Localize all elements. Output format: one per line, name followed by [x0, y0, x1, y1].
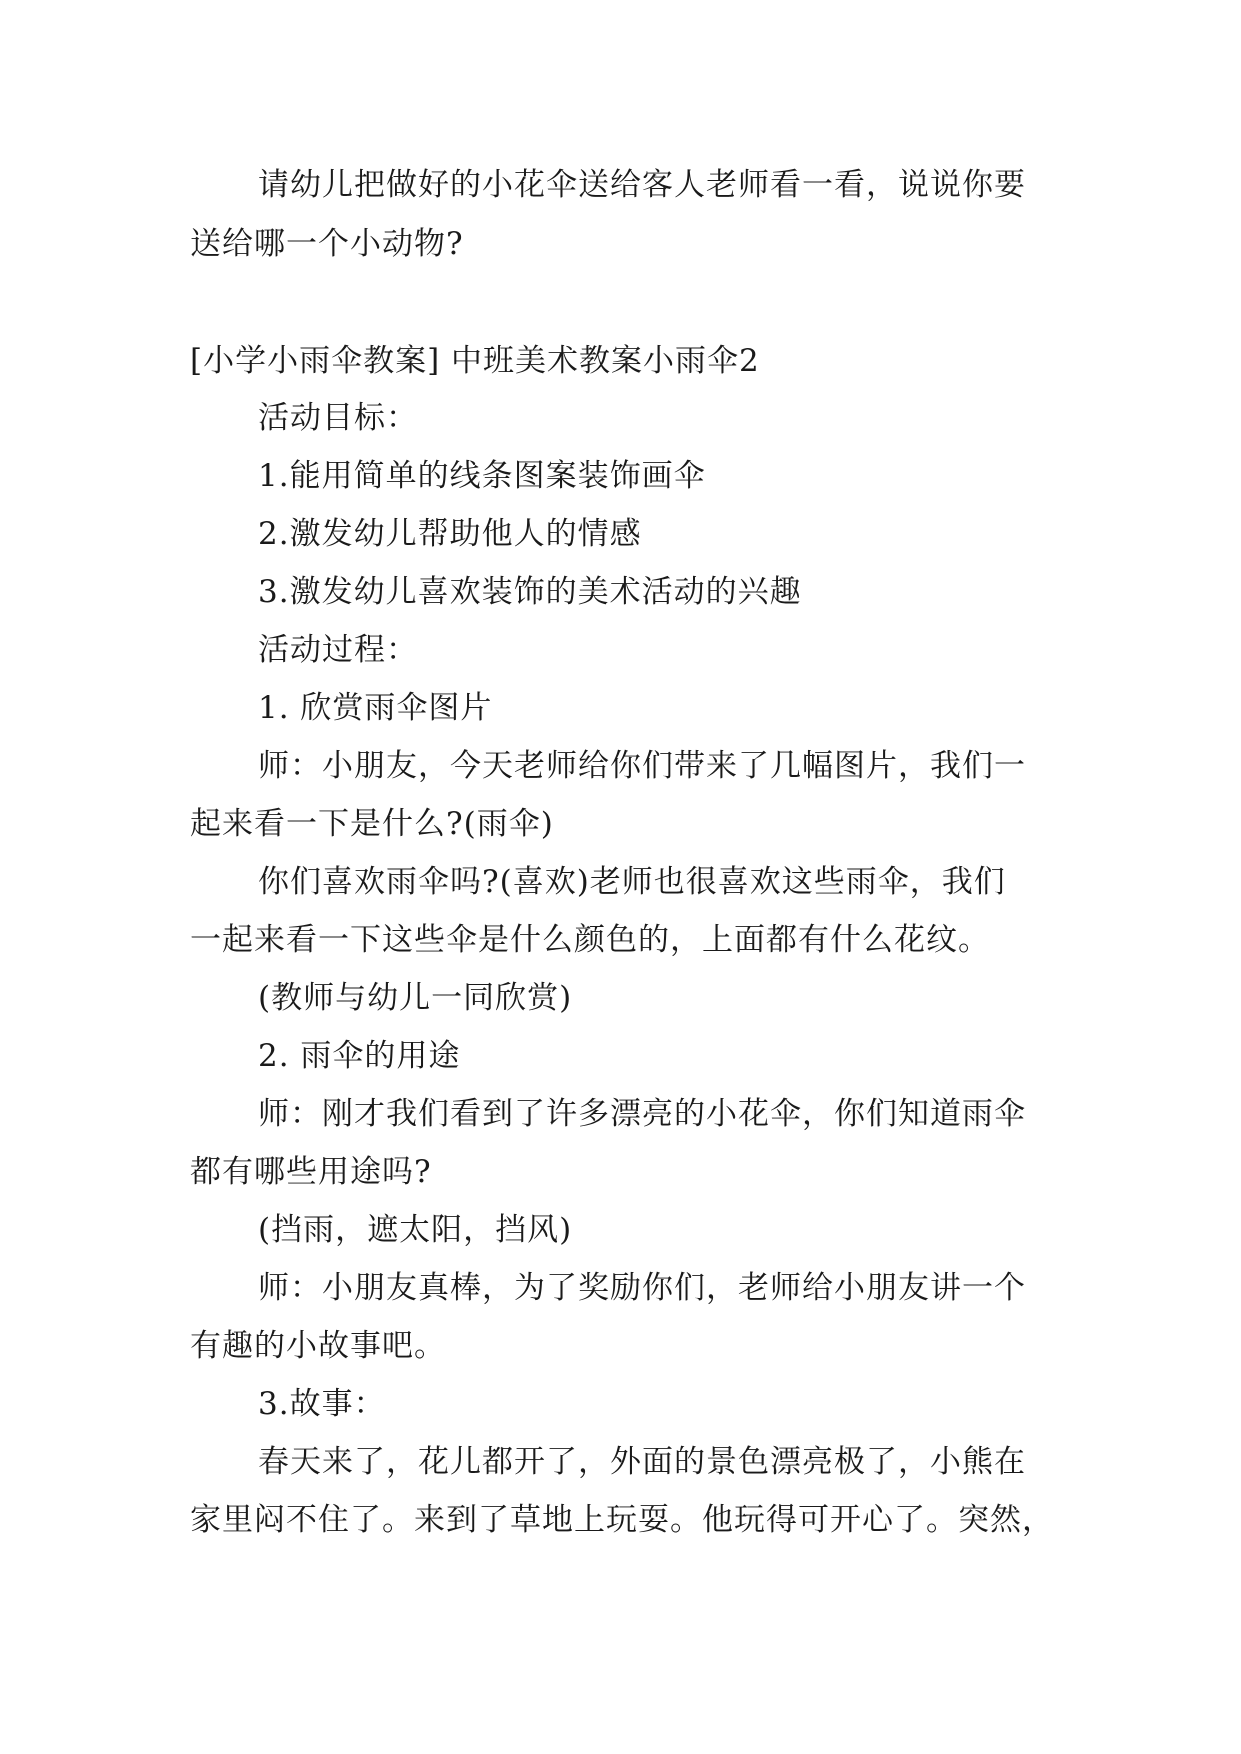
list-item: 2.激发幼儿帮助他人的情感	[258, 516, 642, 552]
paragraph-line: 请幼儿把做好的小花伞送给客人老师看一看，说说你要	[258, 167, 1026, 203]
paragraph-line: 师：小朋友真棒，为了奖励你们，老师给小朋友讲一个	[258, 1270, 1026, 1306]
paragraph-line: 起来看一下是什么?(雨伞)	[190, 806, 554, 842]
section-heading: [小学小雨伞教案] 中班美术教案小雨伞2	[190, 343, 760, 379]
paragraph-line: 有趣的小故事吧。	[190, 1328, 446, 1364]
list-item: 3.激发幼儿喜欢装饰的美术活动的兴趣	[258, 574, 802, 610]
paragraph-line: 春天来了，花儿都开了，外面的景色漂亮极了，小熊在	[258, 1444, 1026, 1480]
step-title: 3.故事：	[258, 1386, 386, 1422]
list-item: 1.能用简单的线条图案装饰画伞	[258, 458, 706, 494]
subheading-goals: 活动目标：	[258, 400, 418, 436]
paragraph-line: (挡雨，遮太阳，挡风)	[258, 1212, 573, 1248]
paragraph-line: 你们喜欢雨伞吗?(喜欢)老师也很喜欢这些雨伞，我们	[258, 864, 1006, 900]
subheading-process: 活动过程：	[258, 632, 418, 668]
paragraph-line: 师：小朋友，今天老师给你们带来了几幅图片，我们一	[258, 748, 1026, 784]
step-title: 1. 欣赏雨伞图片	[258, 690, 493, 726]
paragraph-line: 都有哪些用途吗?	[190, 1154, 432, 1190]
paragraph-line: 送给哪一个小动物?	[190, 226, 464, 262]
paragraph-line: 一起来看一下这些伞是什么颜色的，上面都有什么花纹。	[190, 922, 990, 958]
step-title: 2. 雨伞的用途	[258, 1038, 461, 1074]
paragraph-line: 家里闷不住了。来到了草地上玩耍。他玩得可开心了。突然，	[190, 1502, 1054, 1538]
paragraph-line: 师：刚才我们看到了许多漂亮的小花伞，你们知道雨伞	[258, 1096, 1026, 1132]
paragraph-line: (教师与幼儿一同欣赏)	[258, 980, 573, 1016]
